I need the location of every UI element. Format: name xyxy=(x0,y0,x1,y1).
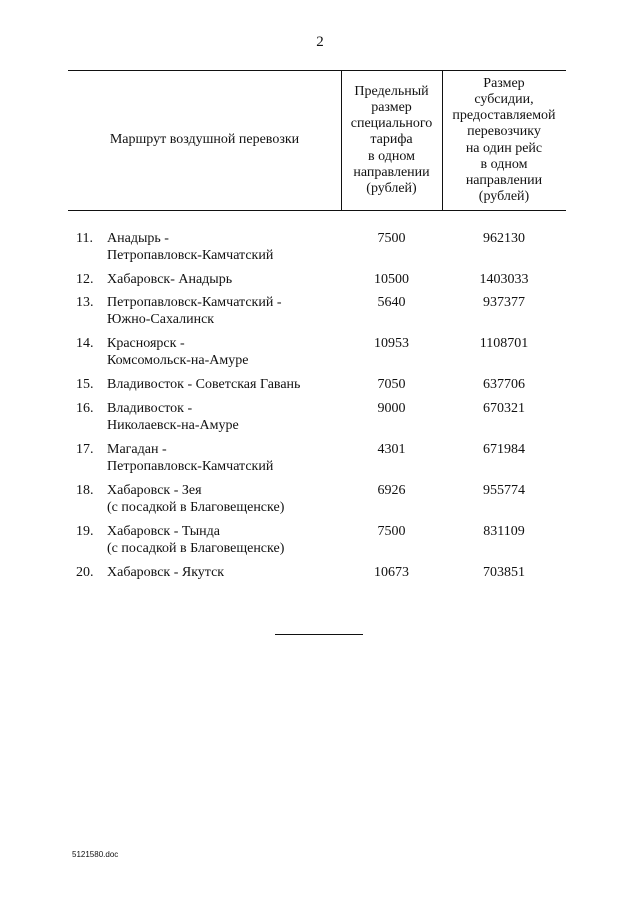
row-route: Магадан - Петропавловск-Камчатский xyxy=(107,442,274,474)
row-route: Хабаровск - Зея (с посадкой в Благовещенске) xyxy=(107,483,285,515)
header-tariff: Предельный размер специального тарифа в одном направлении (рублей) xyxy=(350,83,433,196)
document-code: 5121580.doc xyxy=(72,850,119,859)
row-route: Анадырь - Петропавловск-Камчатский xyxy=(107,231,274,263)
row-tariff: 4301 xyxy=(377,442,406,457)
row-subsidy: 671984 xyxy=(483,442,525,457)
page-number: 2 xyxy=(316,34,324,50)
row-subsidy: 955774 xyxy=(483,483,525,498)
row-subsidy: 962130 xyxy=(483,231,525,246)
header-subsidy: Размер субсидии, предоставляемой перевозчику на один рейс в одном направлении (рублей) xyxy=(452,75,556,205)
row-tariff: 7500 xyxy=(377,524,406,539)
table-header xyxy=(68,70,566,211)
row-number: 14. xyxy=(76,336,94,351)
row-subsidy: 1108701 xyxy=(479,336,529,351)
row-route: Владивосток - Николаевск-на-Амуре xyxy=(107,401,239,433)
row-tariff: 7050 xyxy=(377,377,406,392)
row-tariff: 10500 xyxy=(374,272,409,287)
row-route: Хабаровск - Якутск xyxy=(107,565,225,580)
row-route: Хабаровск - Тында (с посадкой в Благовещенске) xyxy=(107,524,285,556)
row-route: Владивосток - Советская Гавань xyxy=(107,377,301,392)
row-subsidy: 670321 xyxy=(483,401,525,416)
row-tariff: 6926 xyxy=(377,483,406,498)
row-tariff: 10673 xyxy=(374,565,409,580)
row-number: 20. xyxy=(76,565,94,580)
header-route: Маршрут воздушной перевозки xyxy=(109,132,300,148)
row-subsidy: 637706 xyxy=(483,377,525,392)
row-route: Красноярск - Комсомольск-на-Амуре xyxy=(107,336,249,368)
row-number: 19. xyxy=(76,524,94,539)
row-subsidy: 831109 xyxy=(483,524,525,539)
row-tariff: 9000 xyxy=(377,401,406,416)
row-number: 12. xyxy=(76,272,94,287)
row-number: 16. xyxy=(76,401,94,416)
row-number: 13. xyxy=(76,295,94,310)
row-number: 18. xyxy=(76,483,94,498)
row-subsidy: 937377 xyxy=(483,295,525,310)
row-subsidy: 1403033 xyxy=(479,272,529,287)
row-route: Хабаровск- Анадырь xyxy=(107,272,233,287)
row-route: Петропавловск-Камчатский - Южно-Сахалинск xyxy=(107,295,282,327)
row-tariff: 10953 xyxy=(374,336,409,351)
row-number: 15. xyxy=(76,377,94,392)
row-tariff: 5640 xyxy=(377,295,406,310)
end-of-table-line xyxy=(275,634,363,635)
row-subsidy: 703851 xyxy=(483,565,525,580)
row-number: 11. xyxy=(76,231,93,246)
row-tariff: 7500 xyxy=(377,231,406,246)
row-number: 17. xyxy=(76,442,94,457)
subsidy-table xyxy=(68,70,566,580)
